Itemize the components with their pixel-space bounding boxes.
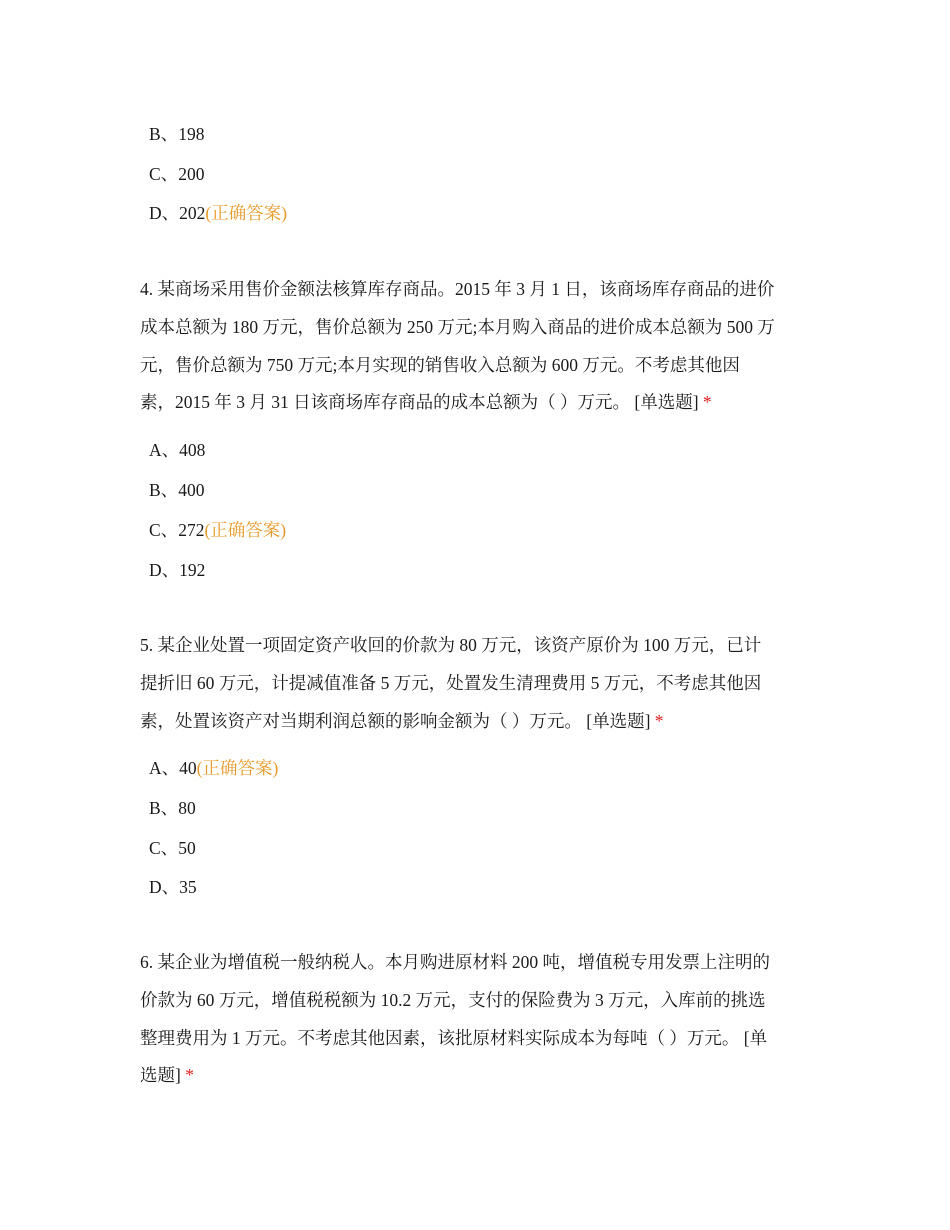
question-line: 成本总额为 180 万元，售价总额为 250 万元;本月购入商品的进价成本总额为 500 万 [140,316,775,337]
question-line: 整理费用为 1 万元。不考虑其他因素，该批原材料实际成本为每吨（ ）万元。 [单 [140,1027,768,1048]
q3-option-c[interactable]: C、200 [149,164,205,184]
question-line: 素，处置该资产对当期利润总额的影响金额为（ ）万元。 [单选题] * [140,710,664,731]
required-marker: * [185,1065,194,1086]
required-marker: * [654,710,664,731]
correct-answer-tag: (正确答案) [205,203,288,223]
question-line: 提折旧 60 万元，计提减值准备 5 万元，处置发生清理费用 5 万元，不考虑其他因 [140,672,762,693]
question-line: 6. 某企业为增值税一般纳税人。本月购进原材料 200 吨，增值税专用发票上注明的 [140,952,770,972]
question-6-text [140,944,820,1095]
q3-option-d[interactable]: D、202(正确答案) [149,203,288,223]
q3-option-b[interactable]: B、198 [149,124,205,144]
required-marker: * [702,392,712,413]
q4-option-b[interactable]: B、400 [149,480,205,500]
question-line: 元，售价总额为 750 万元;本月实现的销售收入总额为 600 万元。不考虑其他因 [140,354,740,375]
q5-option-c[interactable]: C、50 [149,838,196,858]
q4-option-c[interactable]: C、272(正确答案) [149,520,287,540]
question-line: 选题] * [140,1065,194,1086]
q4-option-a[interactable]: A、408 [149,440,206,460]
question-line: 4. 某商场采用售价金额法核算库存商品。2015 年 3 月 1 日，该商场库存商品的进价 [140,279,775,299]
q5-option-a[interactable]: A、40(正确答案) [149,758,279,778]
question-line: 价款为 60 万元，增值税税额为 10.2 万元，支付的保险费为 3 万元，入库前的挑选 [140,989,766,1010]
question-line: 5. 某企业处置一项固定资产收回的价款为 80 万元，该资产原价为 100 万元，已计 [140,635,762,655]
correct-answer-tag: (正确答案) [204,520,287,540]
q5-option-b[interactable]: B、80 [149,798,196,818]
question-line: 素，2015 年 3 月 31 日该商场库存商品的成本总额为（ ）万元。 [单选题] * [140,392,712,413]
correct-answer-tag: (正确答案) [196,758,279,778]
question-5-text [140,627,820,740]
q5-option-d[interactable]: D、35 [149,877,197,897]
q4-option-d[interactable]: D、192 [149,560,206,580]
question-4-text [140,271,820,422]
